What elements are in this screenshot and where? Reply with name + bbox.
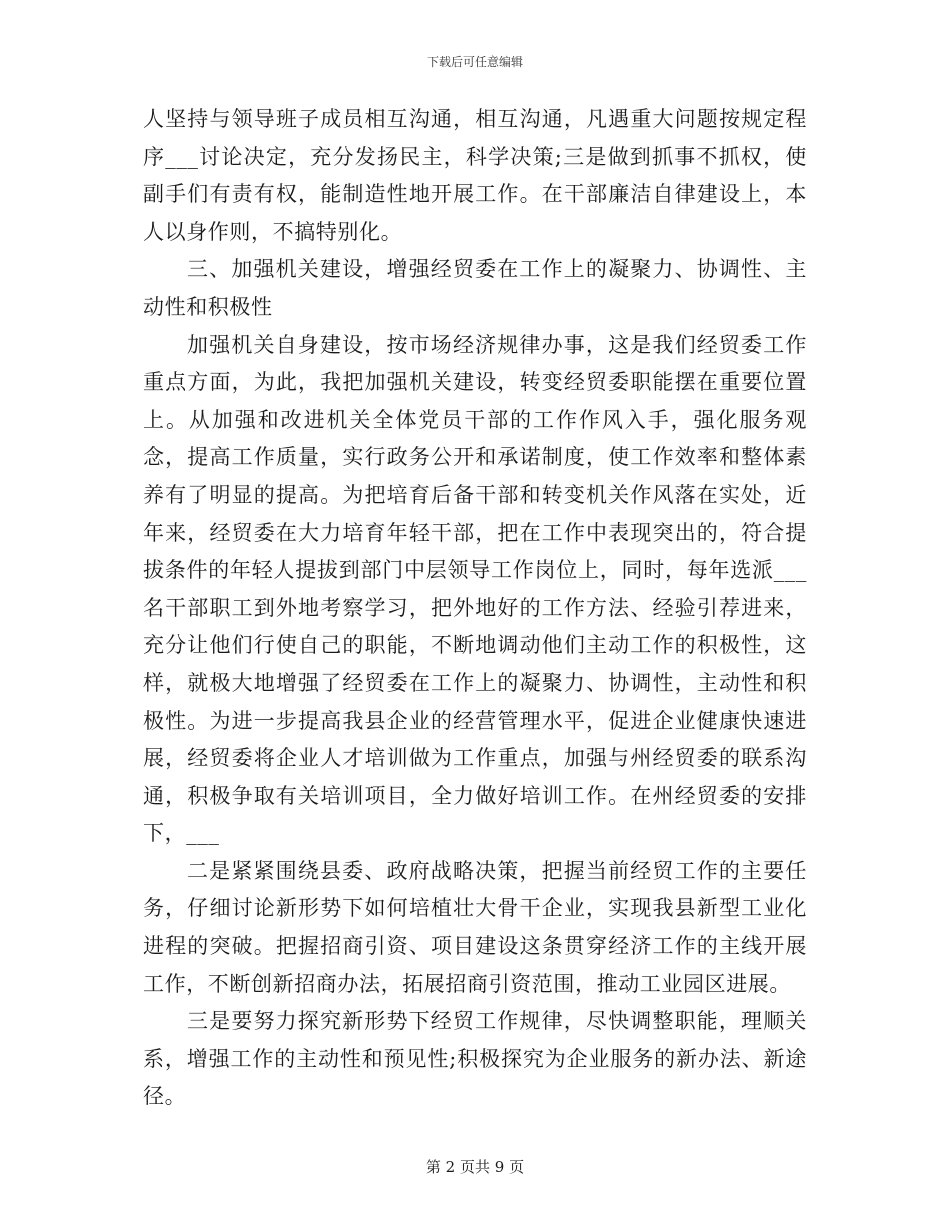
page-number: 第 2 页共 9 页 <box>425 1158 525 1176</box>
document-body <box>143 101 807 1116</box>
paragraph-2: 加强机关自身建设，按市场经济规律办事，这是我们经贸委工作重点方面，为此，我把加强机关建设，转变经贸委职能摆在重要位置上。从加强和改进机关全体党员干部的工作作风入手，强化服务观念，提高工作质量，实行政务公开和承诺制度，使工作效率和整体素养有了明显的提高。为把培育后备干部和转变机关作风落在实处，近年来，经贸委在大力培育年轻干部，把在工作中表现突出的，符合提拔条件的年轻人提拔到部门中层领导工作岗位上，同时，每年选派___名干部职工到外地考察学习，把外地好的工作方法、经验引荐进来，充分让他们行使自己的职能，不断地调动他们主动工作的积极性，这样，就极大地增强了经贸委在工作上的凝聚力、协调性，主动性和积极性。为进一步提高我县企业的经营管理水平，促进企业健康快速进展，经贸委将企业人才培训做为工作重点，加强与州经贸委的联系沟通，积极争取有关培训项目，全力做好培训工作。在州经贸委的安排下，___ <box>143 332 807 846</box>
paragraph-3: 二是紧紧围绕县委、政府战略决策，把握当前经贸工作的主要任务，仔细讨论新形势下如何培植壮大骨干企业，实现我县新型工业化进程的突破。把握招商引资、项目建设这条贯穿经济工作的主线开展工作，不断创新招商办法，拓展招商引资范围，推动工业园区进展。 <box>143 858 807 996</box>
paragraph-1: 人坚持与领导班子成员相互沟通，相互沟通，凡遇重大问题按规定程序___讨论决定，充分发扬民主，科学决策;三是做到抓事不抓权，使副手们有责有权，能制造性地开展工作。在干部廉洁自律建设上，本人以身作则，不搞特别化。 <box>143 107 807 244</box>
section-heading-3: 三、加强机关建设，增强经贸委在工作上的凝聚力、协调性、主动性和积极性 <box>143 257 807 319</box>
page-header: 下载后可任意编辑 <box>426 55 523 69</box>
paragraph-4: 三是要努力探究新形势下经贸工作规律，尽快调整职能，理顺关系，增强工作的主动性和预见性;积极探究为企业服务的新办法、新途径。 <box>143 1009 807 1109</box>
